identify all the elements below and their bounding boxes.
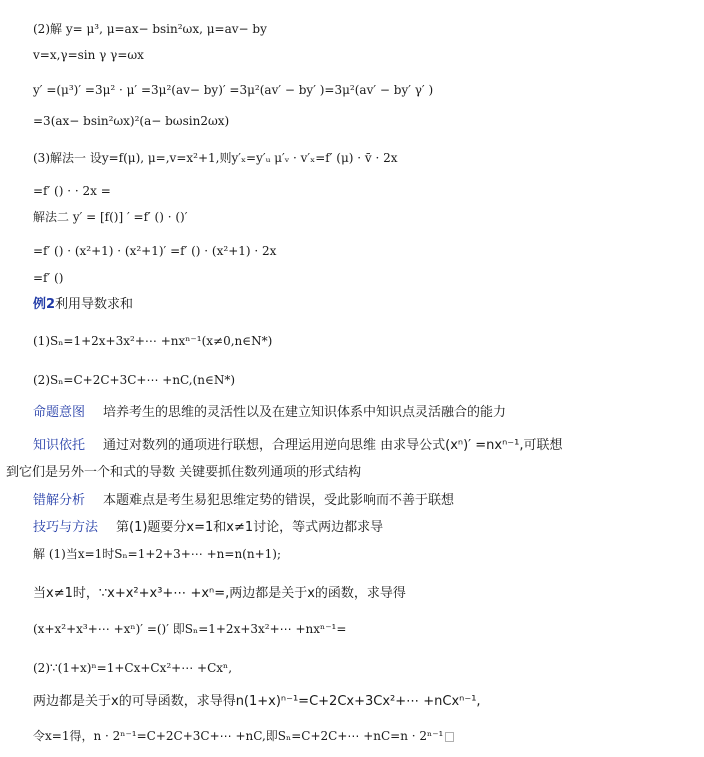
section-method [33, 519, 383, 536]
text-line: 当x≠1时，∵x+x²+x³+⋯ +xⁿ=,两边都是关于x的函数，求导得 [33, 586, 406, 601]
section-error [33, 492, 454, 509]
section-label: 命题意图 [33, 405, 86, 420]
text-line: =3(ax− bsin²ωx)²(a− bωsin2ωx) [33, 114, 230, 128]
example-text: 利用导数求和 [55, 297, 134, 312]
text-line: (2)解 y= μ³, μ=ax− bsin²ωx, μ=av− by [33, 22, 267, 36]
section-label: 错解分析 [33, 493, 86, 508]
text-line: =f′ () · (x²+1) · (x²+1)′ =f′ () · (x²+1) · 2x [33, 244, 277, 258]
text-line: y′ =(μ³)′ =3μ² · μ′ =3μ²(av− by)′ =3μ²(av′ − by′ )=3μ²(av′ − by′ γ′ ) [33, 83, 434, 97]
text-line: 令x=1得，n · 2ⁿ⁻¹=C+2C+3C+⋯ +nC,即Sₙ=C+2C+⋯ +nC=n · 2ⁿ⁻¹ [33, 729, 444, 743]
section-text: 培养考生的思维的灵活性以及在建立知识体系中知识点灵活融合的能力 [103, 405, 507, 420]
end-of-solution-icon [445, 732, 454, 742]
text-line: =f′ () [33, 271, 64, 285]
example-label: 例2 [33, 297, 56, 312]
text-line: 解法二 y′ = [f()] ′ =f′ () · ()′ [33, 210, 188, 224]
example-heading [33, 296, 133, 313]
text-line: (x+x²+x³+⋯ +xⁿ)′ =()′ 即Sₙ=1+2x+3x²+⋯ +nxⁿ⁻¹= [33, 622, 347, 636]
section-intent [33, 404, 506, 421]
text-line: (3)解法一 设y=f(μ), μ=,v=x²+1,则y′ₓ=y′ᵤ μ′ᵥ · v′ₓ=f′ (μ) · v̄ · 2x [33, 151, 398, 165]
text-line: 解 (1)当x=1时Sₙ=1+2+3+⋯ +n=n(n+1); [33, 547, 282, 561]
text-line: (2)Sₙ=C+2C+3C+⋯ +nC,(n∈N*) [33, 373, 236, 387]
section-text: 通过对数列的通项进行联想，合理运用逆向思维 由求导公式(xⁿ)′ =nxⁿ⁻¹,可联想 [103, 438, 563, 453]
text-line: (2)∵(1+x)ⁿ=1+Cx+Cx²+⋯ +Cxⁿ, [33, 661, 233, 675]
final-line [33, 728, 454, 744]
section-knowledge [33, 437, 562, 454]
section-label: 技巧与方法 [33, 520, 99, 535]
text-line: (1)Sₙ=1+2x+3x²+⋯ +nxⁿ⁻¹(x≠0,n∈N*) [33, 334, 273, 348]
text-line: 到它们是另外一个和式的导数 关键要抓住数列通项的形式结构 [6, 465, 362, 480]
section-text: 本题难点是考生易犯思维定势的错误，受此影响而不善于联想 [103, 493, 455, 508]
text-line: v=x,γ=sin γ γ=ωx [33, 48, 144, 62]
section-text: 第(1)题要分x=1和x≠1讨论，等式两边都求导 [116, 520, 384, 535]
section-label: 知识依托 [33, 438, 86, 453]
text-line: 两边都是关于x的可导函数，求导得n(1+x)ⁿ⁻¹=C+2Cx+3Cx²+⋯ +nCxⁿ⁻¹, [33, 694, 481, 709]
text-line: =f′ () · · 2x = [33, 184, 111, 198]
